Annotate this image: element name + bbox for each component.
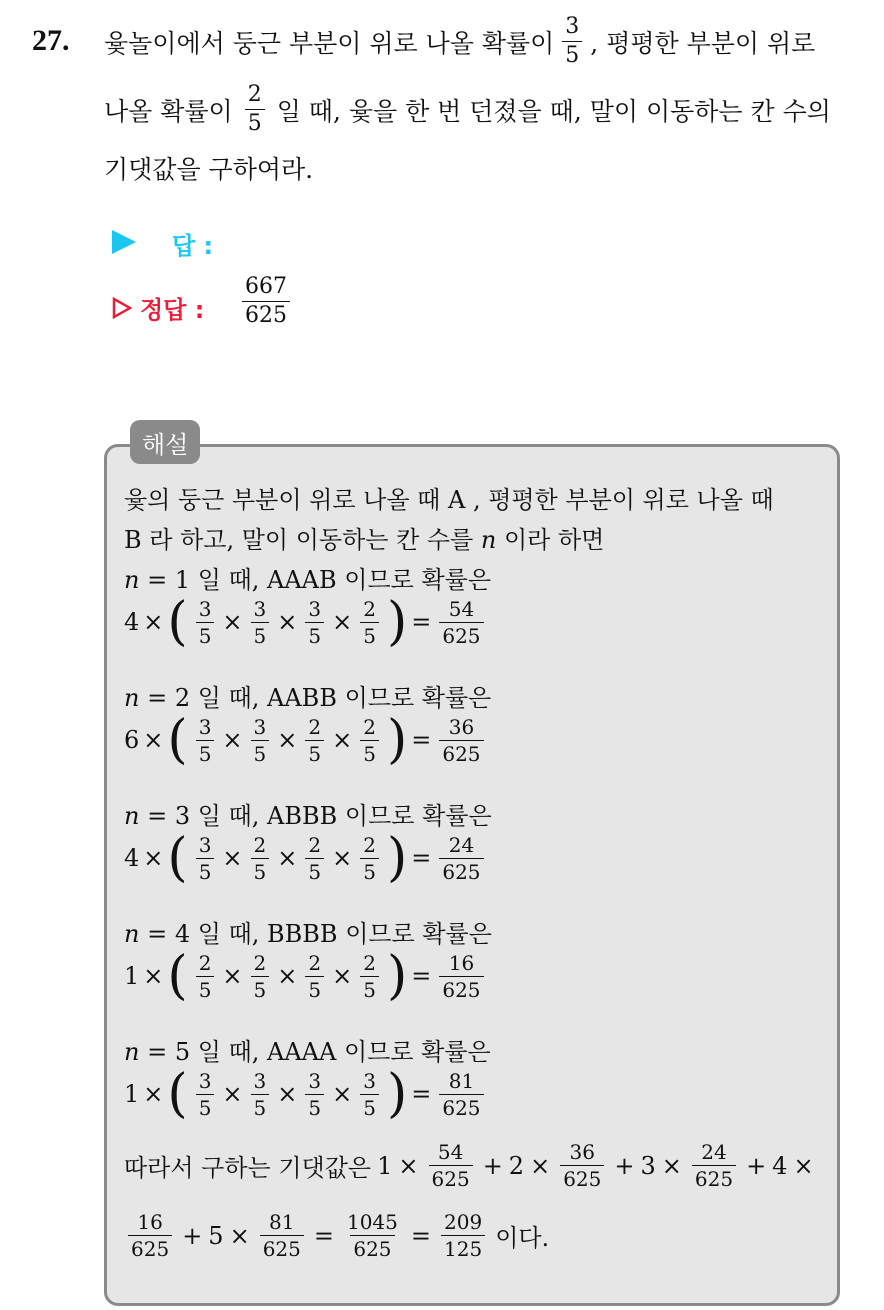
fraction-denominator: 5 bbox=[305, 858, 324, 882]
fraction-numerator: 36 bbox=[569, 1140, 595, 1164]
variable-n: n bbox=[124, 684, 140, 712]
fraction-numerator: 3 bbox=[198, 596, 212, 621]
times-sign: × bbox=[222, 608, 243, 636]
fraction-denominator: 5 bbox=[305, 976, 324, 1000]
final-term-4-coef: 4 bbox=[772, 1151, 788, 1180]
fraction-numerator: 16 bbox=[448, 950, 475, 975]
fraction-denominator: 625 bbox=[439, 622, 483, 646]
final-prefix: 따라서 구하는 기댓값은 bbox=[124, 1154, 372, 1182]
case-n-value: 1 bbox=[174, 566, 191, 594]
case-text: 일 때, bbox=[190, 802, 268, 830]
case-suffix: 이므로 확률은 bbox=[336, 684, 492, 712]
times-sign: × bbox=[143, 1080, 164, 1108]
fraction-denominator: 5 bbox=[360, 858, 379, 882]
times-sign: × bbox=[332, 608, 353, 636]
fraction-denominator: 5 bbox=[251, 976, 270, 1000]
probability-fraction bbox=[196, 596, 215, 648]
equals-sign: = bbox=[313, 1221, 334, 1250]
final-suffix: 이다. bbox=[495, 1224, 550, 1252]
final-term-5 bbox=[260, 1212, 304, 1259]
fraction-numerator: 3 bbox=[198, 1068, 212, 1093]
fraction-numerator: 24 bbox=[448, 832, 475, 857]
case-suffix: 이므로 확률은 bbox=[336, 566, 492, 594]
fraction-numerator: 2 bbox=[308, 950, 322, 975]
fraction-denominator: 5 bbox=[562, 41, 582, 67]
probability-fraction bbox=[196, 1068, 215, 1120]
fraction-denominator: 5 bbox=[360, 622, 379, 646]
fraction-denominator: 625 bbox=[439, 858, 483, 882]
fraction-denominator: 5 bbox=[196, 740, 215, 764]
left-paren: ( bbox=[167, 828, 188, 888]
fraction-denominator: 5 bbox=[360, 1094, 379, 1118]
fraction-denominator: 625 bbox=[242, 301, 290, 327]
times-sign: × bbox=[661, 1151, 682, 1180]
fraction-numerator: 209 bbox=[444, 1210, 483, 1234]
final-term-4 bbox=[128, 1212, 172, 1259]
solution-final-line-1 bbox=[124, 1142, 814, 1189]
times-sign: × bbox=[332, 844, 353, 872]
case-line bbox=[124, 796, 492, 831]
probability-fraction bbox=[360, 832, 379, 884]
correct-answer-value bbox=[238, 276, 294, 327]
fraction-denominator: 5 bbox=[196, 622, 215, 646]
correct-answer-fraction bbox=[242, 276, 290, 327]
case-pattern: ABBB bbox=[267, 802, 338, 830]
equals-sign: = bbox=[411, 844, 432, 872]
case-pattern: BBBB bbox=[267, 920, 338, 948]
fraction-numerator: 667 bbox=[245, 274, 287, 299]
fraction-numerator: 3 bbox=[308, 596, 322, 621]
fraction-denominator: 625 bbox=[560, 1165, 604, 1189]
probability-fraction bbox=[305, 1068, 324, 1120]
case-coef: 6 bbox=[124, 726, 140, 754]
probability-fraction bbox=[305, 832, 324, 884]
equals-sign: = bbox=[139, 684, 175, 712]
equals-sign: = bbox=[411, 608, 432, 636]
times-sign: × bbox=[332, 1080, 353, 1108]
fraction-numerator: 81 bbox=[269, 1210, 295, 1234]
left-paren: ( bbox=[167, 710, 188, 770]
case-coef: 1 bbox=[124, 962, 140, 990]
case-coef: 4 bbox=[124, 608, 140, 636]
plus-sign: + bbox=[746, 1151, 767, 1180]
question-text-1a: 윷놀이에서 둥근 부분이 위로 나올 확률이 bbox=[104, 28, 555, 58]
times-sign: × bbox=[222, 726, 243, 754]
probability-fraction bbox=[251, 950, 270, 1002]
answer-label: 답 : bbox=[172, 232, 214, 260]
correct-arrow-icon bbox=[112, 297, 132, 319]
fraction-numerator: 16 bbox=[137, 1210, 163, 1234]
question-text-2a: 나올 확률이 bbox=[104, 96, 233, 126]
probability-fraction bbox=[251, 596, 270, 648]
fraction-numerator: 36 bbox=[448, 714, 475, 739]
fraction-denominator: 5 bbox=[360, 740, 379, 764]
fraction-numerator: 3 bbox=[565, 14, 580, 39]
left-paren: ( bbox=[167, 946, 188, 1006]
case-line bbox=[124, 678, 491, 713]
probability-fraction bbox=[305, 950, 324, 1002]
equals-sign: = bbox=[139, 1038, 175, 1066]
fraction-denominator: 625 bbox=[429, 1165, 473, 1189]
case-suffix: 이므로 확률은 bbox=[337, 802, 492, 830]
equals-sign: = bbox=[139, 566, 175, 594]
final-term-3-coef: 3 bbox=[640, 1151, 656, 1180]
fraction-round bbox=[562, 16, 582, 67]
fraction-numerator: 2 bbox=[363, 714, 376, 739]
fraction-numerator: 3 bbox=[253, 596, 267, 621]
solution-intro-1: 윷의 둥근 부분이 위로 나올 때 A , 평평한 부분이 위로 나올 때 bbox=[124, 486, 774, 514]
fraction-numerator: 3 bbox=[363, 1068, 376, 1093]
correct-answer-label: 정답 : bbox=[140, 296, 205, 324]
fraction-denominator: 5 bbox=[251, 1094, 270, 1118]
times-sign: × bbox=[143, 844, 164, 872]
fraction-denominator: 625 bbox=[260, 1235, 304, 1259]
solution-tag: 해설 bbox=[130, 420, 200, 464]
final-total bbox=[344, 1212, 401, 1259]
right-paren: ) bbox=[386, 710, 408, 770]
final-term-1 bbox=[429, 1142, 473, 1189]
case-equation bbox=[124, 946, 488, 1006]
fraction-denominator: 625 bbox=[350, 1235, 394, 1259]
right-paren: ) bbox=[386, 592, 408, 652]
final-term-2-coef: 2 bbox=[508, 1151, 525, 1180]
case-line bbox=[124, 560, 491, 595]
case-n-value: 3 bbox=[174, 802, 191, 830]
variable-n: n bbox=[124, 920, 140, 948]
right-paren: ) bbox=[386, 946, 408, 1006]
case-text: 일 때, bbox=[190, 566, 268, 594]
right-paren: ) bbox=[386, 1064, 408, 1124]
fraction-denominator: 625 bbox=[692, 1165, 736, 1189]
times-sign: × bbox=[332, 726, 353, 754]
fraction-numerator: 2 bbox=[198, 950, 212, 975]
case-n-value: 5 bbox=[174, 1038, 191, 1066]
fraction-numerator: 1045 bbox=[346, 1210, 398, 1234]
fraction-numerator: 3 bbox=[253, 1068, 267, 1093]
probability-fraction bbox=[360, 1068, 379, 1120]
case-equation bbox=[124, 592, 488, 652]
fraction-numerator: 2 bbox=[363, 596, 376, 621]
solution-intro-2 bbox=[124, 520, 604, 555]
fraction-denominator: 5 bbox=[196, 1094, 215, 1118]
case-result bbox=[439, 950, 483, 1002]
probability-fraction bbox=[196, 832, 215, 884]
fraction-denominator: 5 bbox=[305, 622, 324, 646]
fraction-numerator: 2 bbox=[363, 832, 376, 857]
question-line-1 bbox=[104, 16, 815, 67]
times-sign: × bbox=[332, 962, 353, 990]
fraction-denominator: 5 bbox=[251, 622, 270, 646]
probability-fraction bbox=[360, 596, 379, 648]
case-pattern: AABB bbox=[267, 684, 337, 712]
plus-sign: + bbox=[614, 1151, 635, 1180]
question-line-2 bbox=[104, 84, 831, 135]
case-text: 일 때, bbox=[190, 1038, 268, 1066]
case-line bbox=[124, 1032, 491, 1067]
fraction-numerator: 3 bbox=[198, 714, 212, 739]
fraction-denominator: 625 bbox=[439, 976, 483, 1000]
question-number: 27. bbox=[32, 24, 70, 57]
probability-fraction bbox=[196, 950, 215, 1002]
case-n-value: 2 bbox=[174, 684, 191, 712]
fraction-denominator: 5 bbox=[196, 976, 215, 1000]
equals-sign: = bbox=[411, 962, 432, 990]
fraction-numerator: 24 bbox=[701, 1140, 727, 1164]
times-sign: × bbox=[229, 1221, 250, 1250]
case-text: 일 때, bbox=[190, 920, 268, 948]
solution-final-line-2 bbox=[124, 1212, 549, 1259]
probability-fraction bbox=[251, 832, 270, 884]
fraction-denominator: 625 bbox=[439, 740, 483, 764]
fraction-numerator: 2 bbox=[308, 832, 322, 857]
times-sign: × bbox=[277, 844, 298, 872]
probability-fraction bbox=[251, 1068, 270, 1120]
case-equation bbox=[124, 710, 488, 770]
fraction-denominator: 5 bbox=[251, 740, 270, 764]
case-text: 일 때, bbox=[190, 684, 268, 712]
case-pattern: AAAB bbox=[267, 566, 337, 594]
fraction-denominator: 5 bbox=[305, 1094, 324, 1118]
solution-intro-2-end: 이라 하면 bbox=[504, 526, 605, 554]
case-equation bbox=[124, 1064, 488, 1124]
times-sign: × bbox=[143, 962, 164, 990]
left-paren: ( bbox=[167, 1064, 188, 1124]
case-coef: 1 bbox=[124, 1080, 140, 1108]
equals-sign: = bbox=[139, 920, 175, 948]
equals-sign: = bbox=[411, 726, 432, 754]
times-sign: × bbox=[222, 844, 243, 872]
fraction-numerator: 2 bbox=[308, 714, 322, 739]
fraction-numerator: 3 bbox=[198, 832, 212, 857]
variable-n: n bbox=[124, 566, 140, 594]
variable-n: n bbox=[480, 526, 497, 554]
times-sign: × bbox=[222, 962, 243, 990]
correct-answer-row bbox=[112, 290, 204, 325]
case-result bbox=[439, 832, 483, 884]
fraction-flat bbox=[245, 84, 265, 135]
times-sign: × bbox=[277, 962, 298, 990]
case-suffix: 이므로 확률은 bbox=[336, 1038, 491, 1066]
case-result bbox=[439, 596, 483, 648]
question-text-2b: 일 때, 윷을 한 번 던졌을 때, 말이 이동하는 칸 수의 bbox=[276, 96, 831, 126]
equals-sign: = bbox=[139, 802, 175, 830]
fraction-denominator: 5 bbox=[305, 740, 324, 764]
case-n-value: 4 bbox=[174, 920, 191, 948]
final-term-3 bbox=[692, 1142, 736, 1189]
times-sign: × bbox=[277, 1080, 298, 1108]
equals-sign: = bbox=[410, 1221, 431, 1250]
fraction-numerator: 54 bbox=[448, 596, 475, 621]
case-pattern: AAAA bbox=[267, 1038, 337, 1066]
fraction-denominator: 625 bbox=[439, 1094, 483, 1118]
solution-intro-2-text: B 라 하고, 말이 이동하는 칸 수를 bbox=[124, 526, 474, 554]
probability-fraction bbox=[305, 596, 324, 648]
question-line-3: 기댓값을 구하여라. bbox=[104, 155, 314, 184]
equals-sign: = bbox=[411, 1080, 432, 1108]
times-sign: × bbox=[277, 608, 298, 636]
fraction-numerator: 54 bbox=[437, 1140, 464, 1164]
case-result bbox=[439, 714, 483, 766]
plus-sign: + bbox=[182, 1221, 203, 1250]
case-equation bbox=[124, 828, 488, 888]
variable-n: n bbox=[124, 1038, 140, 1066]
times-sign: × bbox=[530, 1151, 551, 1180]
probability-fraction bbox=[360, 714, 379, 766]
question-text-1b: , 평평한 부분이 위로 bbox=[590, 28, 816, 58]
times-sign: × bbox=[793, 1151, 814, 1180]
fraction-denominator: 5 bbox=[251, 858, 270, 882]
plus-sign: + bbox=[482, 1151, 503, 1180]
final-term-5-coef: 5 bbox=[208, 1221, 224, 1250]
probability-fraction bbox=[360, 950, 379, 1002]
fraction-denominator: 5 bbox=[360, 976, 379, 1000]
case-line bbox=[124, 914, 492, 949]
fraction-denominator: 625 bbox=[128, 1235, 172, 1259]
probability-fraction bbox=[305, 714, 324, 766]
fraction-numerator: 2 bbox=[363, 950, 376, 975]
probability-fraction bbox=[251, 714, 270, 766]
fraction-numerator: 2 bbox=[253, 832, 267, 857]
times-sign: × bbox=[143, 608, 164, 636]
probability-fraction bbox=[196, 714, 215, 766]
final-term-2 bbox=[560, 1142, 604, 1189]
left-paren: ( bbox=[167, 592, 188, 652]
answer-arrow-icon bbox=[112, 230, 136, 254]
fraction-numerator: 81 bbox=[448, 1068, 475, 1093]
fraction-denominator: 125 bbox=[441, 1235, 485, 1259]
final-simplified bbox=[441, 1212, 485, 1259]
fraction-denominator: 5 bbox=[196, 858, 215, 882]
fraction-denominator: 5 bbox=[245, 109, 265, 135]
fraction-numerator: 3 bbox=[253, 714, 267, 739]
case-result bbox=[439, 1068, 483, 1120]
fraction-numerator: 3 bbox=[308, 1068, 322, 1093]
variable-n: n bbox=[124, 802, 140, 830]
times-sign: × bbox=[143, 726, 164, 754]
final-term-1-coef: 1 bbox=[377, 1151, 393, 1180]
fraction-numerator: 2 bbox=[247, 82, 262, 107]
times-sign: × bbox=[398, 1151, 419, 1180]
times-sign: × bbox=[277, 726, 298, 754]
case-coef: 4 bbox=[124, 844, 140, 872]
times-sign: × bbox=[222, 1080, 243, 1108]
right-paren: ) bbox=[386, 828, 408, 888]
fraction-numerator: 2 bbox=[253, 950, 267, 975]
case-suffix: 이므로 확률은 bbox=[337, 920, 492, 948]
